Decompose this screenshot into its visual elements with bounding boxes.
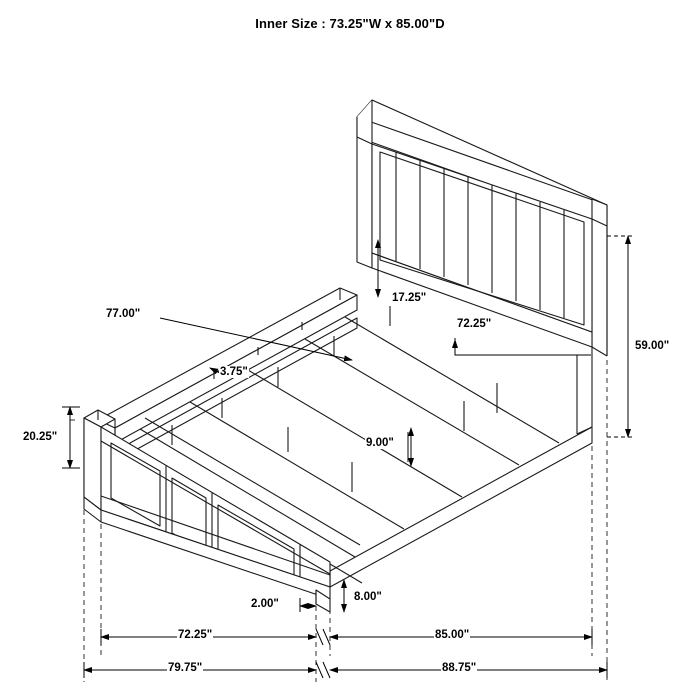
dim-side-depth: 85.00" xyxy=(435,629,470,641)
dim-overall-depth: 88.75" xyxy=(442,662,477,674)
dim-rail-thickness: 3.75" xyxy=(220,366,248,378)
dim-slat-clearance: 9.00" xyxy=(366,437,394,449)
page-title: Inner Size : 73.25"W x 85.00"D xyxy=(255,16,445,31)
dim-overall-width: 79.75" xyxy=(168,662,203,674)
dim-floor-clearance: 8.00" xyxy=(354,591,382,603)
dim-overall-height: 59.00" xyxy=(635,340,670,352)
dim-side-rail-length: 77.00" xyxy=(106,308,141,320)
dim-foot-offset: 2.00" xyxy=(251,598,279,610)
dim-footboard-height: 20.25" xyxy=(23,431,58,443)
dim-footboard-width: 72.25" xyxy=(178,629,213,641)
dim-headboard-height-inner: 72.25" xyxy=(457,318,492,330)
bed-geometry xyxy=(84,100,607,612)
dim-headboard-panel-height: 17.25" xyxy=(392,292,427,304)
